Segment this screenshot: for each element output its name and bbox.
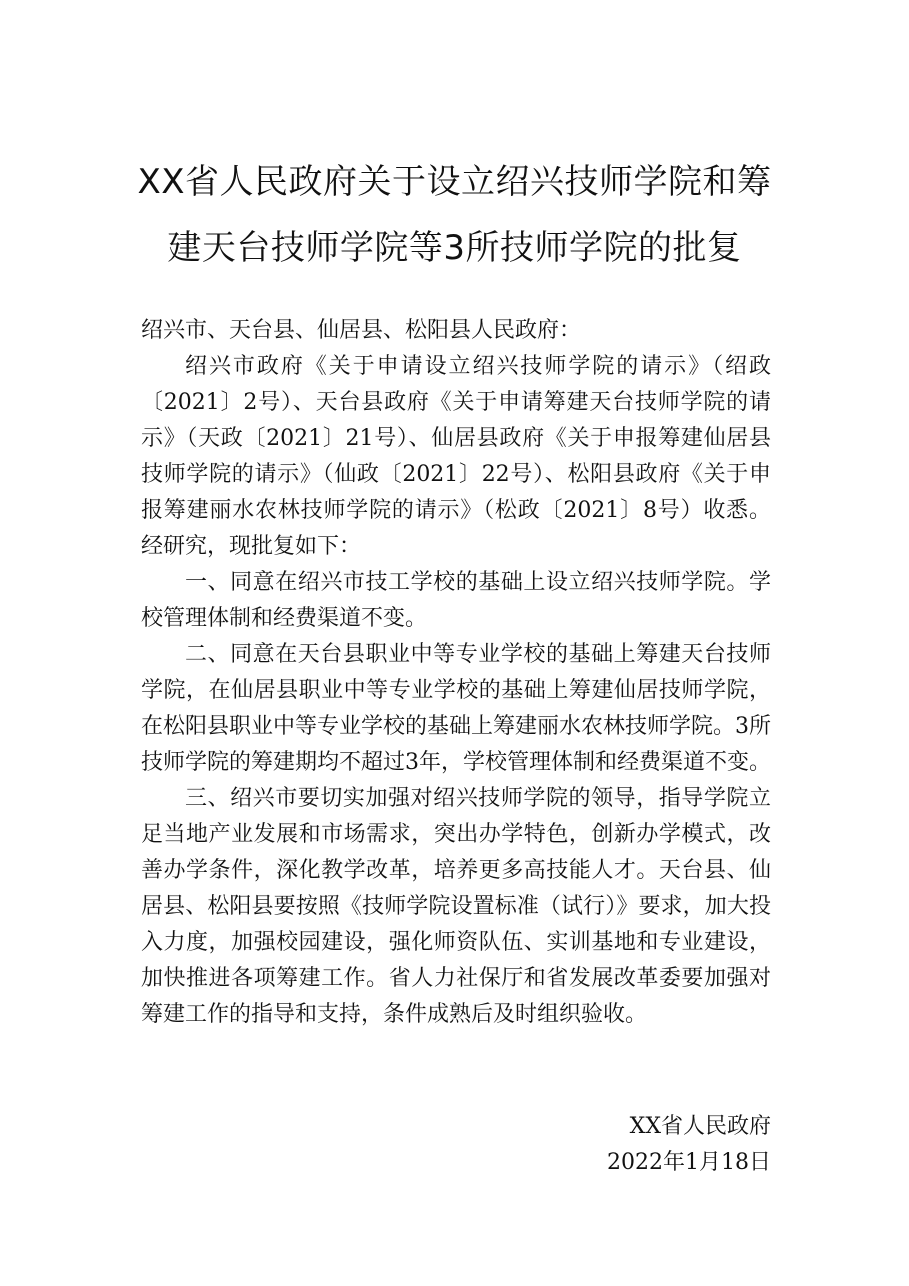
signature-date: 2022年1月18日 xyxy=(607,1150,771,1175)
paragraph-item-1: 一、同意在绍兴市技工学校的基础上设立绍兴技师学院。学校管理体制和经费渠道不变。 xyxy=(141,570,771,631)
document-body xyxy=(141,313,771,1033)
paragraph-item-3: 三、绍兴市要切实加强对绍兴技师学院的领导，指导学院立足当地产业发展和市场需求，突出办学特色，创新办学模式，改善办学条件，深化教学改革，培养更多高技能人才。天台县、仙居县、松阳县要按照《技师学院设置标准（试行）》要求，加大投入力度，加强校园建设，强化师资队伍、实训基地和专业建设，加快推进各项筹建工作。省人力社保厅和省发展改革委要加强对筹建工作的指导和支持，条件成熟后及时组织验收。 xyxy=(141,786,771,1027)
paragraph-intro: 绍兴市政府《关于申请设立绍兴技师学院的请示》（绍政〔2021〕2号）、天台县政府《关于申请筹建天台技师学院的请示》（天政〔2021〕21号）、仙居县政府《关于申报筹建仙居县技师学院的请示》（仙政〔2021〕22号）、松阳县政府《关于申报筹建丽水农林技师学院的请示》（松政〔2021〕8号）收悉。经研究，现批复如下： xyxy=(141,354,771,559)
paragraph-item-2: 二、同意在天台县职业中等专业学校的基础上筹建天台技师学院，在仙居县职业中等专业学校的基础上筹建仙居技师学院，在松阳县职业中等专业学校的基础上筹建丽水农林技师学院。3所技师学院的筹建期均不超过3年，学校管理体制和经费渠道不变。 xyxy=(141,642,771,775)
document-title-line-1: XX省人民政府关于设立绍兴技师学院和筹 xyxy=(137,162,772,202)
signature-organization: XX省人民政府 xyxy=(629,1114,771,1139)
addressee: 绍兴市、天台县、仙居县、松阳县人民政府： xyxy=(141,318,582,343)
document-title-line-2: 建天台技师学院等3所技师学院的批复 xyxy=(167,228,742,268)
